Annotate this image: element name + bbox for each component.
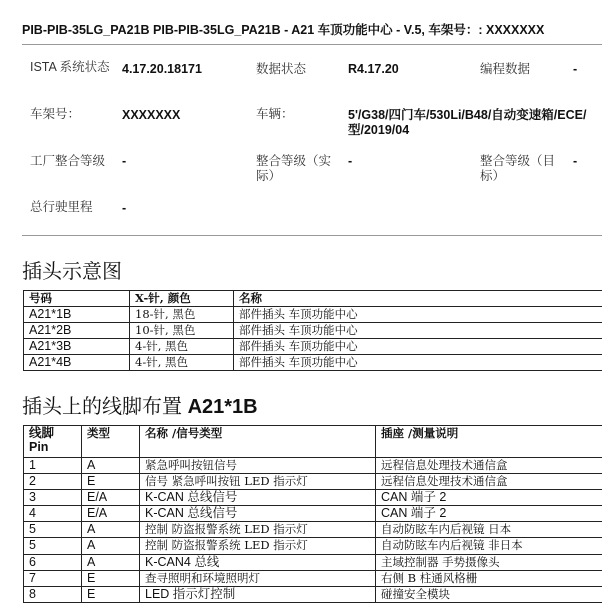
- ista-status-value: 4.17.20.18171: [122, 62, 202, 77]
- pin-signal: LED 指示灯控制: [140, 586, 376, 602]
- pin-number: 3: [24, 490, 82, 506]
- table-row: [24, 586, 602, 602]
- pin-socket: 自动防眩车内后视镜 日本: [376, 522, 602, 538]
- header-divider: [22, 44, 602, 45]
- vin-value: XXXXXXX: [122, 108, 180, 123]
- column-header-type: 类型: [82, 426, 140, 458]
- integration-level-target-value: -: [573, 154, 577, 169]
- integration-level-actual-label: 整合等级（实际）: [256, 154, 346, 184]
- pin-number: 5: [24, 538, 82, 554]
- column-header-number: 号码: [24, 291, 130, 307]
- column-header-pins-color: X-针, 颜色: [130, 291, 234, 307]
- programming-data-label: 编程数据: [480, 62, 530, 77]
- pin-assignment-heading: [22, 390, 258, 419]
- pin-assignment-plug-code: A21*1B: [188, 396, 258, 418]
- integration-level-actual-value: -: [348, 154, 352, 169]
- plug-name: 部件插头 车顶功能中心: [234, 355, 602, 371]
- pin-signal: 控制 防盗报警系统 LED 指示灯: [140, 522, 376, 538]
- vin-label: 车架号：: [30, 107, 80, 122]
- pin-signal: 查寻照明和环境照明灯: [140, 570, 376, 586]
- table-header-row: [24, 291, 602, 307]
- factory-integration-level-label: 工厂整合等级: [30, 154, 108, 169]
- table-row: [24, 323, 602, 339]
- table-row: [24, 339, 602, 355]
- total-mileage-value: -: [122, 201, 126, 216]
- column-header-socket: 插座 /测量说明: [376, 426, 602, 458]
- plug-number: A21*4B: [24, 355, 130, 371]
- plug-number: A21*2B: [24, 323, 130, 339]
- plug-name: 部件插头 车顶功能中心: [234, 307, 602, 323]
- pin-number: 7: [24, 570, 82, 586]
- document-header-title: PIB-PIB-35LG_PA21B PIB-PIB-35LG_PA21B - A21 车顶功能中心 - V.5, 车架号：: XXXXXXX: [22, 20, 602, 38]
- pin-socket: 远程信息处理技术通信盒: [376, 458, 602, 474]
- plug-name: 部件插头 车顶功能中心: [234, 339, 602, 355]
- vehicle-label: 车辆：: [256, 107, 294, 122]
- table-row: [24, 490, 602, 506]
- pin-number: 2: [24, 474, 82, 490]
- pin-type: E/A: [82, 506, 140, 522]
- vehicle-value: 5'/G38/四门车/530Li/B48/自动变速箱/ECE/型/2019/04: [348, 108, 602, 138]
- table-row: [24, 554, 602, 570]
- pin-type: E: [82, 586, 140, 602]
- plug-number: A21*3B: [24, 339, 130, 355]
- table-row: [24, 355, 602, 371]
- table-row: [24, 522, 602, 538]
- column-header-signal: 名称 /信号类型: [140, 426, 376, 458]
- pin-assignment-table: [23, 425, 602, 603]
- table-header-row: [24, 426, 602, 458]
- factory-integration-level-value: -: [122, 154, 126, 169]
- plug-pins-color: 4-针, 黑色: [130, 355, 234, 371]
- pin-signal: K-CAN4 总线: [140, 554, 376, 570]
- pin-signal: 紧急呼叫按钮信号: [140, 458, 376, 474]
- pin-socket: 自动防眩车内后视镜 非日本: [376, 538, 602, 554]
- table-row: [24, 307, 602, 323]
- pin-type: E: [82, 474, 140, 490]
- plug-pins-color: 18-针, 黑色: [130, 307, 234, 323]
- plug-name: 部件插头 车顶功能中心: [234, 323, 602, 339]
- pin-number: 8: [24, 586, 82, 602]
- pin-type: E/A: [82, 490, 140, 506]
- table-row: [24, 570, 602, 586]
- pin-number: 4: [24, 506, 82, 522]
- column-header-pin: 线脚 Pin: [24, 426, 82, 458]
- table-row: [24, 506, 602, 522]
- pin-type: A: [82, 522, 140, 538]
- pin-socket: 主域控制器 手势摄像头: [376, 554, 602, 570]
- pin-type: E: [82, 570, 140, 586]
- pin-signal: K-CAN 总线信号: [140, 506, 376, 522]
- pin-socket: CAN 端子 2: [376, 506, 602, 522]
- pin-socket: 碰撞安全模块: [376, 586, 602, 602]
- data-status-label: 数据状态: [256, 62, 306, 77]
- integration-level-target-label: 整合等级（目标）: [480, 154, 570, 184]
- pin-assignment-heading-text: 插头上的线脚布置: [22, 396, 182, 418]
- pin-socket: CAN 端子 2: [376, 490, 602, 506]
- programming-data-value: -: [573, 62, 577, 77]
- plug-diagram-heading: 插头示意图: [22, 255, 122, 284]
- table-row: [24, 474, 602, 490]
- plug-number: A21*1B: [24, 307, 130, 323]
- pin-signal: K-CAN 总线信号: [140, 490, 376, 506]
- pin-type: A: [82, 538, 140, 554]
- pin-signal: 控制 防盗报警系统 LED 指示灯: [140, 538, 376, 554]
- table-row: [24, 538, 602, 554]
- pin-number: 1: [24, 458, 82, 474]
- plug-pins-color: 4-针, 黑色: [130, 339, 234, 355]
- pin-socket: 右侧 B 柱通风格栅: [376, 570, 602, 586]
- info-divider: [22, 235, 602, 236]
- pin-type: A: [82, 554, 140, 570]
- plug-pins-color: 10-针, 黑色: [130, 323, 234, 339]
- total-mileage-label: 总行驶里程: [30, 200, 93, 215]
- ista-status-label: ISTA 系统状态: [30, 60, 110, 75]
- table-row: [24, 458, 602, 474]
- pin-socket: 远程信息处理技术通信盒: [376, 474, 602, 490]
- pin-number: 6: [24, 554, 82, 570]
- data-status-value: R4.17.20: [348, 62, 399, 77]
- column-header-name: 名称: [234, 291, 602, 307]
- pin-type: A: [82, 458, 140, 474]
- pin-number: 5: [24, 522, 82, 538]
- pin-signal: 信号 紧急呼叫按钮 LED 指示灯: [140, 474, 376, 490]
- plug-diagram-table: [23, 290, 602, 371]
